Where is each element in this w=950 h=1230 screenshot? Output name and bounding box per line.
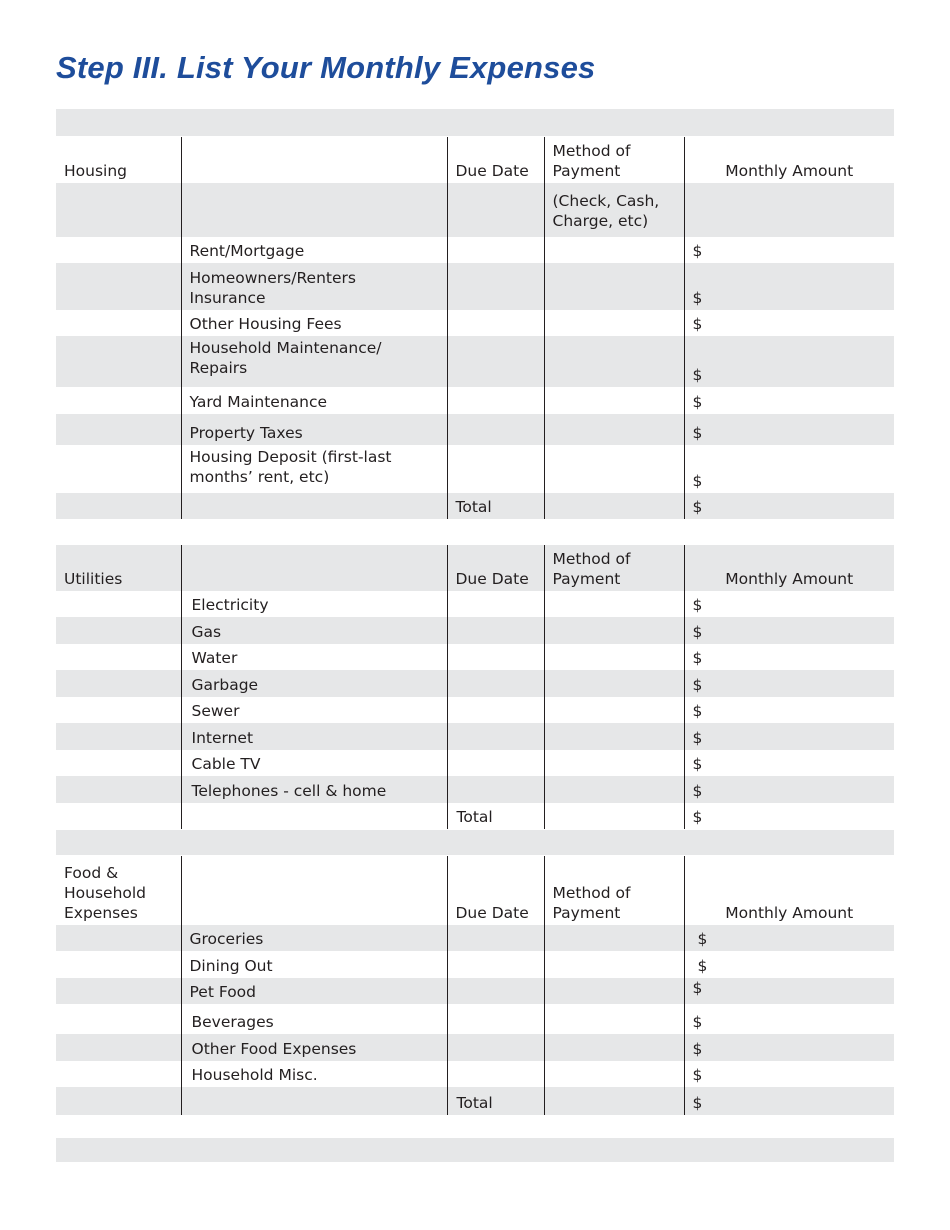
amount-field[interactable]: $ — [684, 670, 894, 697]
total-label: Total — [447, 1087, 544, 1115]
due-date-field[interactable] — [447, 1061, 544, 1087]
utilities-table — [56, 545, 894, 829]
category-label: Housing — [64, 162, 128, 180]
amount-field[interactable]: $ — [684, 336, 894, 387]
category-label: Food & Household Expenses — [64, 864, 147, 922]
total-label: Total — [447, 493, 544, 519]
total-amount-field[interactable]: $ — [684, 803, 894, 829]
expense-label: Telephones - cell & home — [181, 776, 447, 803]
amount-field[interactable]: $ — [684, 237, 894, 263]
table-row — [56, 1004, 894, 1034]
method-field[interactable] — [544, 776, 684, 803]
due-date-field[interactable] — [447, 263, 544, 310]
amount-field[interactable]: $ — [684, 445, 894, 493]
expense-label: Yard Maintenance — [181, 387, 447, 414]
amount-field[interactable]: $ — [684, 951, 894, 978]
expense-label: Housing Deposit (first-last months’ rent, etc) — [181, 445, 447, 493]
due-date-field[interactable] — [447, 336, 544, 387]
expense-label: Beverages — [181, 1004, 447, 1034]
due-date-field[interactable] — [447, 750, 544, 776]
method-field[interactable] — [544, 445, 684, 493]
due-date-field[interactable] — [447, 644, 544, 670]
method-field[interactable] — [544, 644, 684, 670]
method-field[interactable] — [544, 591, 684, 617]
due-date-header: Due Date — [447, 137, 544, 183]
method-note: (Check, Cash, Charge, etc) — [544, 183, 684, 237]
table-row — [56, 591, 894, 617]
table-row — [56, 336, 894, 387]
method-field[interactable] — [544, 951, 684, 978]
table-row — [56, 387, 894, 414]
due-date-field[interactable] — [447, 387, 544, 414]
method-field[interactable] — [544, 978, 684, 1004]
expense-label: Water — [181, 644, 447, 670]
due-date-field[interactable] — [447, 414, 544, 445]
expense-label: Groceries — [181, 925, 447, 951]
amount-field[interactable]: $ — [684, 644, 894, 670]
expense-label: Property Taxes — [181, 414, 447, 445]
method-header: Method of Payment — [544, 856, 684, 925]
method-field[interactable] — [544, 336, 684, 387]
due-date-field[interactable] — [447, 723, 544, 750]
due-date-header: Due Date — [447, 856, 544, 925]
table-row — [56, 1061, 894, 1087]
due-date-field[interactable] — [447, 978, 544, 1004]
spacer-bar — [56, 1138, 894, 1162]
amount-header: Monthly Amount — [684, 137, 894, 183]
method-field[interactable] — [544, 263, 684, 310]
table-row — [56, 445, 894, 493]
amount-field[interactable]: $ — [684, 1004, 894, 1034]
amount-field[interactable]: $ — [684, 697, 894, 723]
food-table — [56, 856, 894, 1115]
expense-label: Household Maintenance/ Repairs — [181, 336, 447, 387]
expense-label: Gas — [181, 617, 447, 644]
amount-field[interactable]: $ — [684, 263, 894, 310]
due-date-field[interactable] — [447, 617, 544, 644]
due-date-field[interactable] — [447, 697, 544, 723]
spacer-bar — [56, 109, 894, 136]
table-row — [56, 978, 894, 1004]
housing-header-row — [56, 137, 894, 183]
due-date-field[interactable] — [447, 591, 544, 617]
method-field[interactable] — [544, 670, 684, 697]
expense-label: Dining Out — [181, 951, 447, 978]
due-date-field[interactable] — [447, 925, 544, 951]
table-row — [56, 951, 894, 978]
method-field[interactable] — [544, 925, 684, 951]
due-date-field[interactable] — [447, 951, 544, 978]
due-date-header: Due Date — [447, 545, 544, 591]
amount-header: Monthly Amount — [684, 856, 894, 925]
method-field[interactable] — [544, 617, 684, 644]
due-date-field[interactable] — [447, 237, 544, 263]
total-amount-field[interactable]: $ — [684, 1087, 894, 1115]
table-row — [56, 776, 894, 803]
due-date-field[interactable] — [447, 1034, 544, 1061]
table-row — [56, 697, 894, 723]
table-row — [56, 723, 894, 750]
total-label: Total — [447, 803, 544, 829]
amount-header: Monthly Amount — [684, 545, 894, 591]
total-row — [56, 493, 894, 519]
due-date-field[interactable] — [447, 310, 544, 336]
table-row — [56, 237, 894, 263]
method-field[interactable] — [544, 1004, 684, 1034]
utilities-header-row — [56, 545, 894, 591]
amount-field[interactable]: $ — [684, 723, 894, 750]
expense-label: Rent/Mortgage — [181, 237, 447, 263]
category-label: Utilities — [56, 545, 181, 591]
method-field[interactable] — [544, 1034, 684, 1061]
expense-label: Other Housing Fees — [181, 310, 447, 336]
amount-field[interactable]: $ — [684, 925, 894, 951]
expense-label: Internet — [181, 723, 447, 750]
table-row — [56, 925, 894, 951]
table-row — [56, 670, 894, 697]
amount-field[interactable]: $ — [684, 617, 894, 644]
table-row — [56, 617, 894, 644]
expense-label: Electricity — [181, 591, 447, 617]
expense-label: Homeowners/Renters Insurance — [181, 263, 447, 310]
table-row — [56, 414, 894, 445]
method-field[interactable] — [544, 723, 684, 750]
method-header: Method of Payment — [544, 137, 684, 183]
method-field[interactable] — [544, 1061, 684, 1087]
amount-field[interactable]: $ — [684, 1034, 894, 1061]
amount-field[interactable]: $ — [684, 978, 894, 1004]
due-date-field[interactable] — [447, 776, 544, 803]
expense-label: Cable TV — [181, 750, 447, 776]
method-field[interactable] — [544, 697, 684, 723]
food-header-row — [56, 856, 894, 925]
expense-label: Other Food Expenses — [181, 1034, 447, 1061]
method-field[interactable] — [544, 387, 684, 414]
table-row — [56, 310, 894, 336]
page-title: Step III. List Your Monthly Expenses — [56, 50, 596, 85]
amount-field[interactable]: $ — [684, 750, 894, 776]
amount-field[interactable]: $ — [684, 414, 894, 445]
table-row — [56, 263, 894, 310]
expense-label: Pet Food — [181, 978, 447, 1004]
total-row — [56, 1087, 894, 1115]
method-note-row — [56, 183, 894, 237]
due-date-field[interactable] — [447, 670, 544, 697]
amount-field[interactable]: $ — [684, 1061, 894, 1087]
amount-field[interactable]: $ — [684, 591, 894, 617]
amount-field[interactable]: $ — [684, 387, 894, 414]
method-header: Method of Payment — [544, 545, 684, 591]
due-date-field[interactable] — [447, 1004, 544, 1034]
table-row — [56, 644, 894, 670]
total-row — [56, 803, 894, 829]
method-field[interactable] — [544, 414, 684, 445]
expense-label: Household Misc. — [181, 1061, 447, 1087]
total-amount-field[interactable]: $ — [684, 493, 894, 519]
table-row — [56, 1034, 894, 1061]
method-field[interactable] — [544, 310, 684, 336]
method-field[interactable] — [544, 237, 684, 263]
method-field[interactable] — [544, 750, 684, 776]
expense-label: Sewer — [181, 697, 447, 723]
spacer-bar — [56, 830, 894, 855]
table-row — [56, 750, 894, 776]
amount-field[interactable]: $ — [684, 310, 894, 336]
amount-field[interactable]: $ — [684, 776, 894, 803]
expense-label: Garbage — [181, 670, 447, 697]
due-date-field[interactable] — [447, 445, 544, 493]
housing-table — [56, 137, 894, 519]
